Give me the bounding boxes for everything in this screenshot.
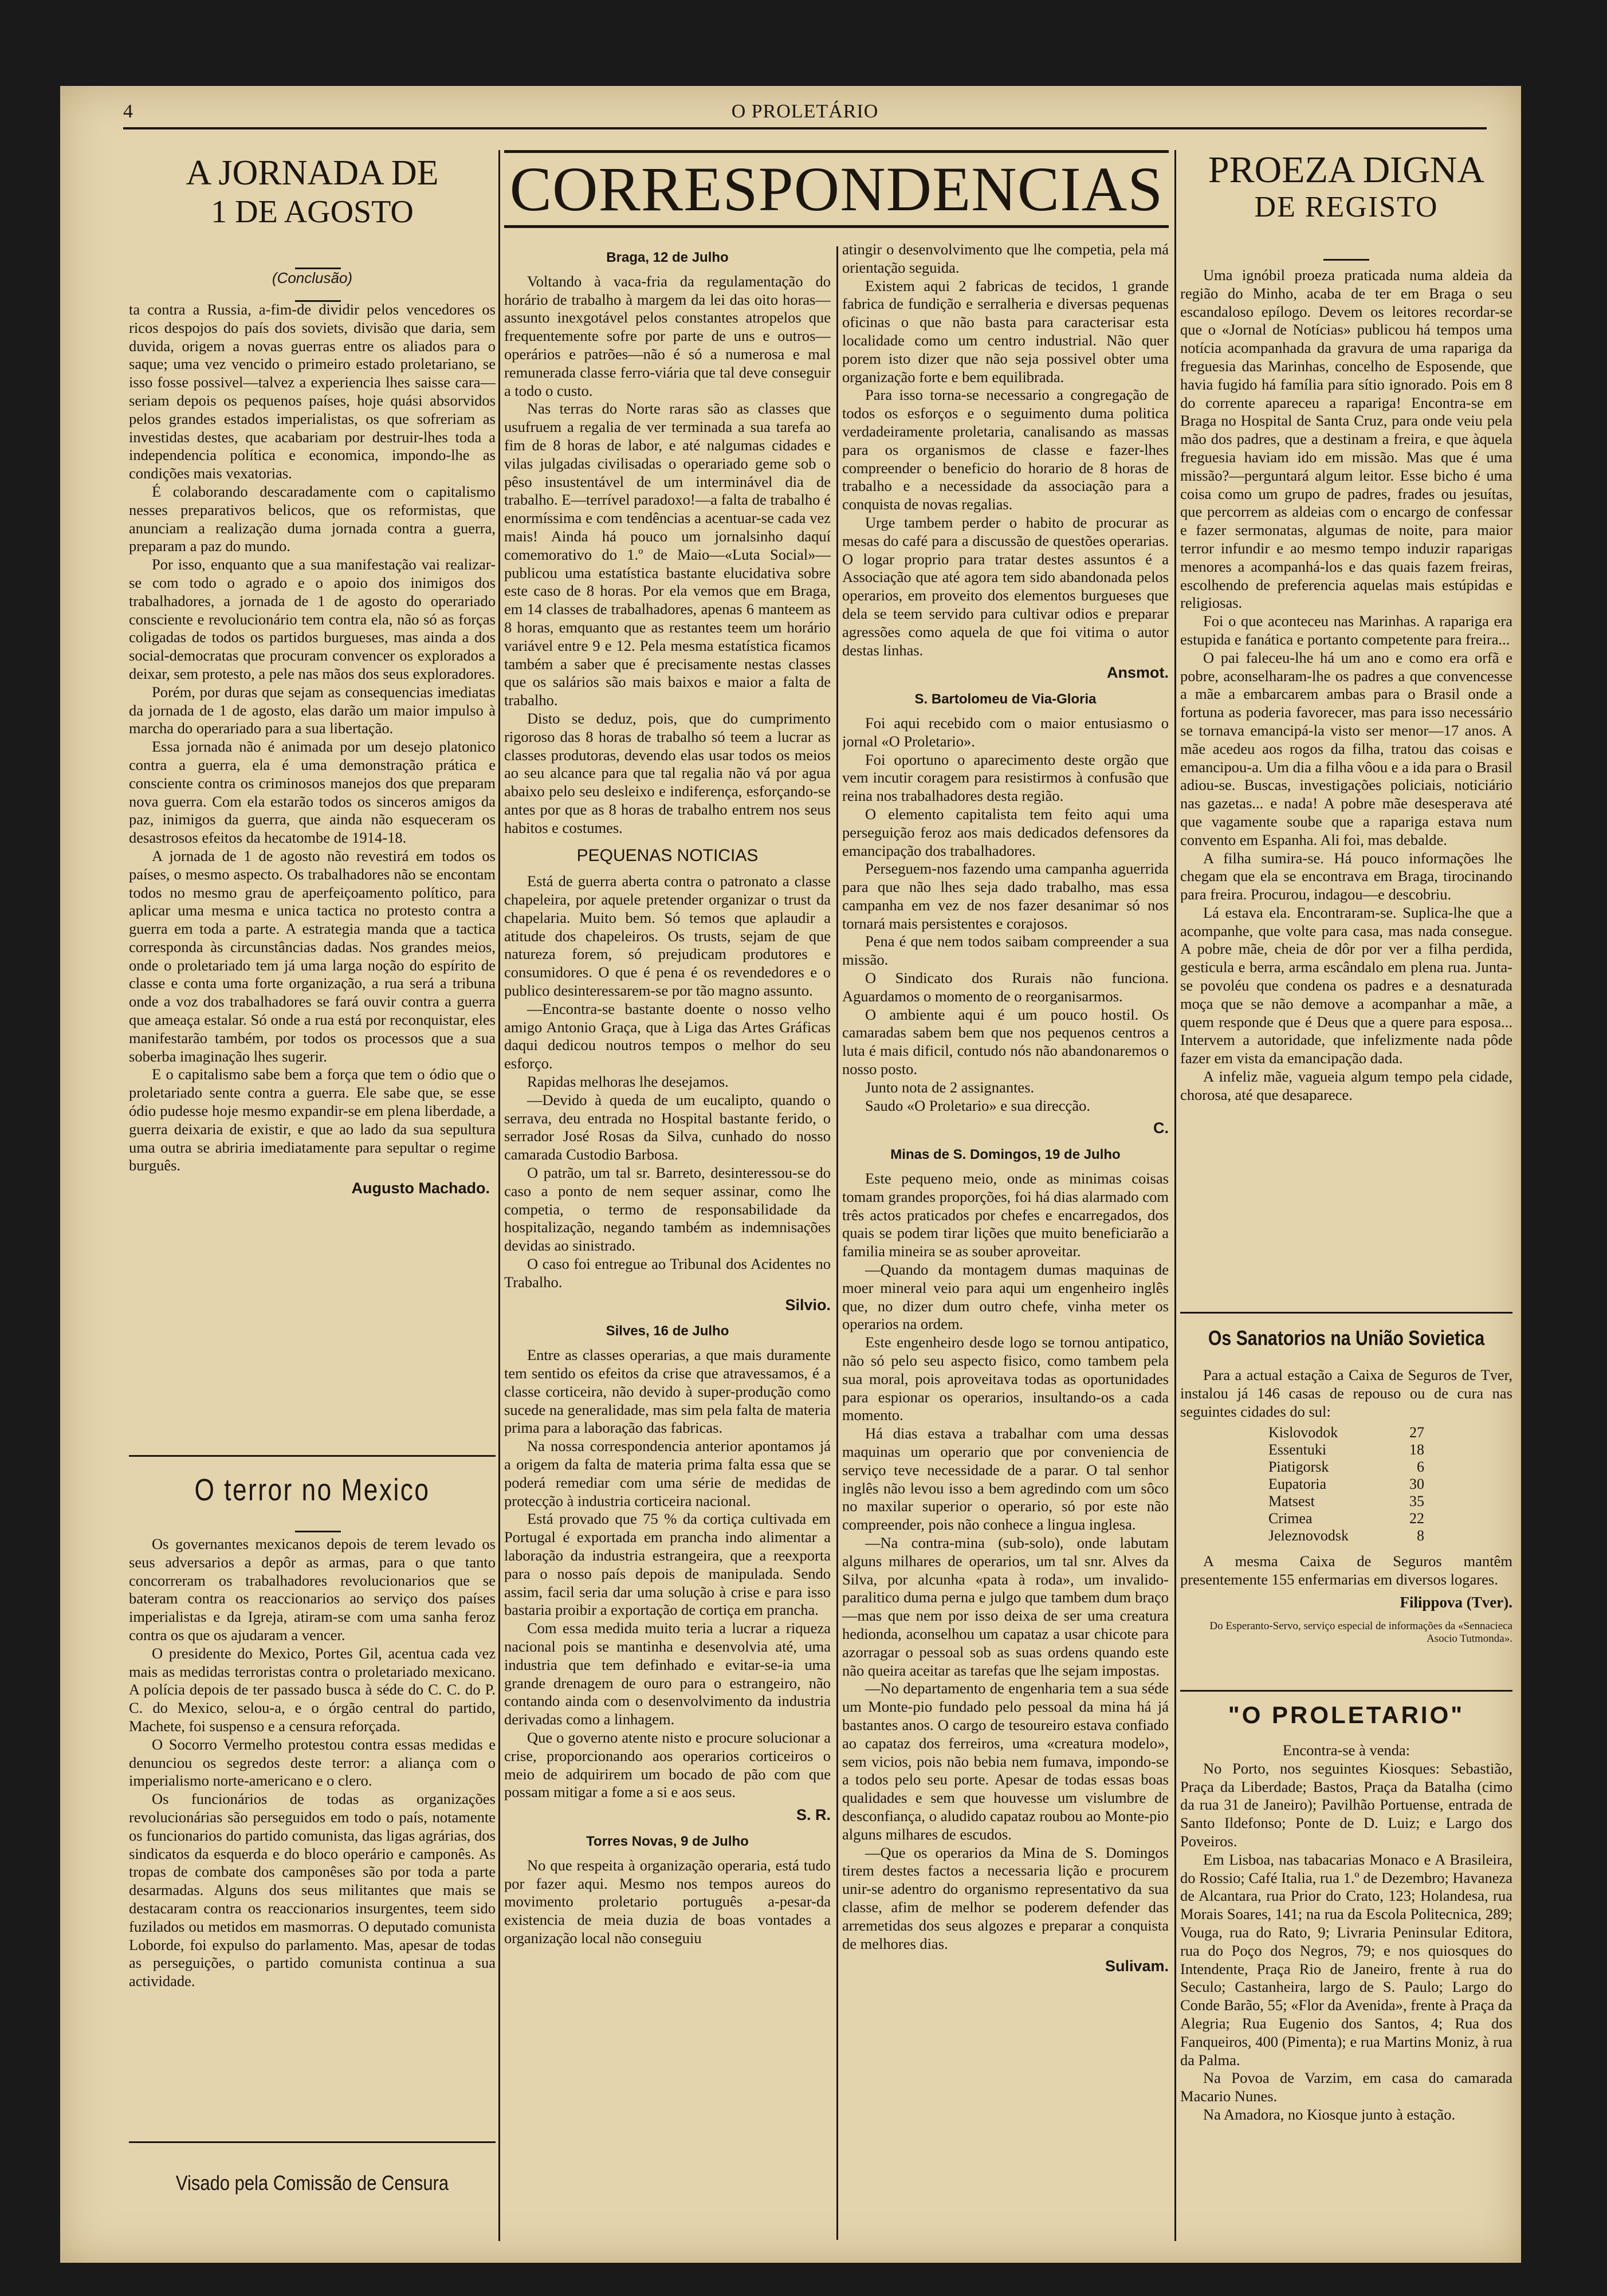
paragraph: —Quando da montagem dumas maquinas de moer mineral veio para aqui um engenheiro inglês que, no dizer dum outro chefe, vinha meter os operarios na ordem. (842, 1261, 1169, 1333)
section-rule (129, 1455, 496, 1457)
column-rule (498, 150, 500, 2241)
venda-intro: Encontra-se à venda: (1282, 1741, 1410, 1759)
paragraph: O pai faleceu-lhe há um ano e como era orfã e pobre, aconselharam-lhe os padres a que convencesse a mãe a embarcarem ambas para o Brasil onde a fortuna as poderia favorecer, mas para isso necessário se tornava emancipá-la visto ser menor—17 anos. A mãe acedeu aos rogos da filha, tratou das coisas e emancipou-a. Um dia a filha vôou e a ida para o Brasil adiou-se. Buscas, investigações policiais, noticiário nas gazetas... e nada! A pobre mãe desesperava até que vagamente soube que a rapariga estava num convento em Espanha. Ali foi, mas debalde. (1180, 648, 1512, 848)
paragraph: Na Amadora, no Kiosque junto à estação. (1203, 2105, 1456, 2123)
paragraph: Junto nota de 2 assignantes. (865, 1078, 1035, 1096)
signature-sulivam: Sulivam. (1105, 1957, 1169, 1975)
paragraph: Pena é que nem todos saibam compreender a sua missão. (842, 933, 1169, 969)
mexico-title: O terror no Mexico (194, 1473, 430, 1507)
paragraph: O patrão, um tal sr. Barreto, desinteressou-se do caso a ponto de nem sequer assinar, como lhe competia, o termo de responsabilidade da hospitalização, negando também as indemnisações devidas ao sinistrado. (504, 1164, 831, 1255)
column-rule (1174, 150, 1176, 2241)
city-cell: Matsest (1268, 1493, 1315, 1510)
paragraph: Na Povoa de Varzim, em casa do camarada Macario Nunes. (1180, 2069, 1512, 2105)
table-row (1265, 1476, 1428, 1493)
column-rule (836, 246, 838, 2240)
paragraph: E o capitalismo sabe bem a força que tem o ódio que o proletariado sente contra a guerra. Ele sabe que, se esse ódio pudesse hoje mesmo expandir-se em plena liberdade, a guerra deixaria de existir, e que ao lado da sua sepultura uma outra se abriria imediatamente para sepultar o regime burguês. (129, 1066, 496, 1174)
paragraph: Há dias estava a trabalhar com uma dessas maquinas um operario que por conveniencia de serviço teve necessidade de a parar. O tal senhor inglês não levou isso a bem agredindo com um sôco no maxilar superior o operario, só por este não compreender, pois não conhece a lingua inglesa. (842, 1425, 1169, 1534)
count-cell: 8 (1417, 1527, 1425, 1544)
paragraph: Nas terras do Norte raras são as classes que usufruem a regalia de ver terminada a sua tarefa ao fim de 8 horas de labor, e até nalgumas cidades e vilas julgadas civilisadas o operariado geme sob o pêso insustentável de um interminável dia de trabalho. E—terrível paradoxo!—a falta de trabalho é enormíssima e com tendências a acentuar-se cada vez mais! Ainda há pouco um jornalsinho daquí comemorativo do 1.º de Maio—«Luta Social»—publicou uma estatística bastante elucidativa sobre este caso de 8 horas. Por ela vemos que em Braga, em 14 classes de trabalhadores, apenas 6 manteem as 8 horas, emquanto que as restantes teem um horário variável entre 9 e 12. Pela mesma estatística ficamos também a saber que é precisamente nestas classes que os salários são mais baixos e maior a falta de trabalho. (504, 400, 831, 709)
paragraph: O ambiente aqui é um pouco hostil. Os camaradas sabem bem que nos pequenos centros a luta é mais dificil, contudo nós não abandonaremos o nosso posto. (842, 1005, 1169, 1078)
paragraph: Em Lisboa, nas tabacarias Monaco e A Brasileira, do Rossio; Café Italia, rua 1.º de Dezembro; Havaneza de Alcantara, rua Prior do Crato, 123; Holandesa, rua Morais Soares, 141; na rua da Escola Politecnica, 289; Vouga, rua do Rato, 9; Livraria Peninsular Editora, rua do Poço dos Negros, 79; e nos quiosques do Intendente, Praça Rio de Janeiro, frente à rua do Seculo; Castanheira, largo de S. Paulo; Largo do Conde Barão, 55; «Flor da Avenida», frente à Praça da Alegria; Rua Eugenio dos Santos, 4; Rua dos Fanqueiros, 400 (Pimenta); e rua Martins Moniz, à rua da Palma. (1180, 1850, 1512, 2069)
paragraph: Existem aqui 2 fabricas de tecidos, 1 grande fabrica de fundição e serralheria e diversas pequenas oficinas o que não basta para caracterisar esta localidade como um centro industrial. Não quer porem isto dizer que não seja possivel obter uma organização forte e bem equilibrada. (842, 277, 1169, 386)
paragraph: No que respeita à organização operaria, está tudo por fazer aqui. Mesmo nos tempos aureos do movimento proletario português a-pesar-da existencia de meia duzia de boas vontades a organização local não conseguiu (504, 1856, 831, 1947)
paragraph: Essa jornada não é animada por um desejo platonico contra a guerra, ela é uma demonstração prática e consciente contra os criminosos manejos dos que preparam nova guerra. Com ela estarão todos os sinceros amigos da paz, inimigos da guerra, que ainda não esqueceram os desastrosos efeitos da hecatombe de 1914-18. (129, 738, 496, 847)
count-cell: 6 (1417, 1458, 1425, 1476)
jornada-title-line1: A JORNADA DE (186, 154, 439, 192)
table-row (1265, 1493, 1428, 1510)
paragraph: Foi aqui recebido com o maior entusiasmo o jornal «O Proletario». (842, 714, 1169, 750)
paragraph: Uma ignóbil proeza praticada numa aldeia da região do Minho, acaba de ter em Braga o seu escandaloso epílogo. Devem os leitores recordar-se que o «Jornal de Notícias» publicou há tempos uma notícia acompanhada da gravura de uma rapariga da freguesia das Marinhas, concelho de Esposende, que havia fugido há família para sítio ignorado. Pois em 8 do corrente apareceu a rapariga! Encontra-se em Braga no Hospital de Santa Cruz, para onde veiu pela mão dos padres, que a destinam a freira, e que àquela freguesia haviam ido em missão. Mas que é uma missão?—perguntará algum leitor. Esse bicho é uma coisa como um grupo de padres, frades ou jesuítas, que percorrem as aldeias com o encargo de confessar e fazer sermonatas, algumas de noite, para maior terror infundir e ao mesmo tempo induzir raparigas menores a acompanhá-los e das quais fazem freiras, escolhendo de preferencia aquelas mais estúpidas e religiosas. (1180, 266, 1512, 612)
paragraph: —Que os operarios da Mina de S. Domingos tirem destes factos a necessaria lição e procurem unir-se adentro do organismo representativo da sua classe, afim de melhor se poderem defender das arremetidas dos seus algozes e preparar a conquista de melhores dias. (842, 1843, 1169, 1952)
city-cell: Essentuki (1268, 1441, 1327, 1458)
count-cell: 35 (1409, 1493, 1425, 1510)
paragraph: Saudo «O Proletario» e sua direcção. (865, 1096, 1090, 1114)
jornada-body (129, 301, 496, 1446)
venda-title: "O PROLETARIO" (1228, 1701, 1465, 1728)
page-header (123, 96, 1487, 128)
signature-ansmot: Ansmot. (1107, 664, 1169, 682)
table-row (1265, 1458, 1428, 1476)
paragraph: —No departamento de engenharia tem a sua séde um Monte-pio fundado pelo pessoal da mina há já bastantes anos. O cargo de tesoureiro estava confiado ao capataz dos ferreiros, uma «creatura modelo», sem vicios, pois não bebia nem fumava, impondo-se a todos pelo seu porte. Apesar de todas essas boas qualidades e sem que houvesse um vislumbre de desconfiança, o aludido capataz roubou ao Monte-pio alguns milhares de escudos. (842, 1680, 1169, 1843)
paragraph: A infeliz mãe, vagueia algum tempo pela cidade, chorosa, até que desaparece. (1180, 1068, 1512, 1103)
header-rule (123, 127, 1487, 129)
paragraph: atingir o desenvolvimento que lhe competia, pela má orientação seguida. (842, 241, 1169, 276)
city-cell: Piatigorsk (1268, 1458, 1329, 1476)
paragraph: A mesma Caixa de Seguros mantêm presentemente 155 enfermarias em diversos logares. (1180, 1552, 1512, 1589)
count-cell: 22 (1409, 1510, 1425, 1527)
city-cell: Eupatoria (1268, 1476, 1327, 1493)
conclusao-label: (Conclusão) (272, 269, 353, 286)
paragraph: —Na contra-mina (sub-solo), onde labutam alguns milhares de operarios, um tal snr. Alves da Silva, por alcunha «pata à roda», um invalido-paralitico duma perna e julgo que tambem dum braço—mas que nem por isso deixa de ser uma creatura hedionda, aconselhou um capataz a usar chicote para azorragar o pessoal sob as suas ordens quando este não queira aceitar as tarefas que lhe sejam impostas. (842, 1534, 1169, 1679)
count-cell: 18 (1409, 1441, 1425, 1458)
paragraph: Que o governo atente nisto e procure solucionar a crise, proporcionando aos operarios corticeiros o meio de adquirirem um bocado de pão com que possam mitigar a fome a si e aos seus. (504, 1728, 831, 1801)
dateline-braga: Braga, 12 de Julho (606, 250, 729, 265)
proeza-title-line2: DE REGISTO (1254, 191, 1439, 224)
correspondencias-column-2 (842, 241, 1169, 2246)
jornada-title-line2: 1 DE AGOSTO (211, 194, 414, 230)
sanatorios-table (1265, 1424, 1428, 1544)
table-row (1265, 1424, 1428, 1441)
count-cell: 30 (1409, 1476, 1425, 1493)
newspaper-name: O PROLETÁRIO (731, 101, 879, 122)
correspondencias-column-1 (504, 241, 831, 2246)
paragraph: Este pequeno meio, onde as minimas coisas tomam grandes proporções, foi há dias alarmado com três actos praticados por chefes e encarregados, dos quais se podem tirar lições que muito beneficiarão a familia mineira se as souber aproveitar. (842, 1170, 1169, 1260)
dateline-bartolomeu: S. Bartolomeu de Via-Gloria (914, 691, 1097, 707)
sanatorios-body (1180, 1366, 1512, 1687)
paragraph: Os governantes mexicanos depois de terem levado os seus adversarios a depôr as armas, para o que tanto concorreram os trabalhadores revolucionarios que se bateram contra os reaccionarios ao serviço dos países imperialistas e da Igreja, atiram-se com uma sanha feroz contra os que os ajudaram a vencer. (129, 1535, 496, 1644)
signature-c: C. (1153, 1119, 1169, 1137)
paragraph: Urge tambem perder o habito de procurar as mesas do café para a discussão de questões operarias. O logar proprio para tratar destes assuntos é a Associação que até agora tem sido abandonada pelos operarios, em proveito dos elementos burgueses que dela se teem servido para cultivar odios e preparar agressões como aquela de que foi vitima o autor destas linhas. (842, 513, 1169, 659)
paragraph: Este engenheiro desde logo se tornou antipatico, não só pelo seu aspecto fisico, como tambem pela sua moral, pois aproveitava todas as oportunidades para espionar os operarios, insultando-os a cada momento. (842, 1334, 1169, 1424)
source-note: Do Esperanto-Servo, serviço especial de informações da «Sennacieca Asocio Tutmonda». (1209, 1619, 1512, 1645)
dateline-silves: Silves, 16 de Julho (606, 1323, 729, 1339)
author-signature: Augusto Machado. (351, 1180, 490, 1197)
censorship-notice: Visado pela Comissão de Censura (175, 2171, 449, 2195)
table-row (1265, 1527, 1428, 1544)
proeza-body (1180, 266, 1512, 1298)
paragraph: Está provado que 75 % da cortiça cultivada em Portugal é exportada em prancha indo alimentar a laboração da industria estrangeira, que a reexporta para o nosso país depois de manipulada. Sendo assim, facil seria dar uma solução à crise e para isso bastaria proibir a exportação de cortiça em prancha. (504, 1510, 831, 1619)
paragraph: O elemento capitalista tem feito aqui uma perseguição feroz aos mais dedicados defensores da emancipação dos trabalhadores. (842, 805, 1169, 859)
paragraph: Rapidas melhoras lhe desejamos. (527, 1073, 729, 1091)
jornada-title (129, 155, 496, 229)
city-cell: Kislovodok (1268, 1424, 1338, 1441)
section-rule (1180, 1312, 1512, 1314)
paragraph: Porém, por duras que sejam as consequencias imediatas da jornada de 1 de agosto, elas darão um maior impulso à marcha do operariado para a sua libertação. (129, 683, 496, 737)
proeza-title (1180, 150, 1512, 223)
paragraph: Está de guerra aberta contra o patronato a classe chapeleira, por aquele pretender organizar o trust da chapelaria. Muito bem. Só temos que aplaudir a atitude dos chapeleiros. Os trusts, sejam de que natureza forem, só prejudicam produtores e consumidores. O que é pena é os revendedores e o publico desinteressarem-se por tão magno assunto. (504, 872, 831, 1000)
city-cell: Jeleznovodsk (1268, 1527, 1349, 1544)
paragraph: Na nossa correspondencia anterior apontamos já a origem da falta de materia prima falta essa que se poderá remediar com uma série de medidas de protecção à industria corticeira nacional. (504, 1437, 831, 1509)
paragraph: Por isso, enquanto que a sua manifestação vai realizar-se com todo o agrado e o apoio dos inimigos dos trabalhadores, a jornada de 1 de agosto do operariado consciente e revolucionário tem contra ela, não só as forças coligadas de todos os partidos burgueses, mas ainda a dos social-democratas que procuram convencer os explorados a deixar, sem protesto, a pele nas mãos dos seus exploradores. (129, 556, 496, 682)
paragraph: Entre as classes operarias, a que mais duramente tem sentido os efeitos da crise que atravessamos, é a classe corticeira, não devido à super-produção como sucede na generalidade, mas sim pela falta de materia prima para a laboração das fabricas. (504, 1346, 831, 1437)
paragraph: Para a actual estação a Caixa de Seguros de Tver, instalou já 146 casas de repouso ou de cura nas seguintes cidades do sul: (1180, 1366, 1512, 1420)
count-cell: 27 (1409, 1424, 1425, 1441)
paragraph: No Porto, nos seguintes Kiosques: Sebastião, Praça da Liberdade; Bastos, Praça da Batalha (cimo da rua 31 de Janeiro); Pavilhão Portuense, entrada de Santo Ildefonso; Ponte de D. Luiz; e Largo dos Poveiros. (1180, 1759, 1512, 1850)
section-rule (1180, 1690, 1512, 1692)
correspondencias-title: CORRESPONDENCIAS (504, 150, 1169, 228)
sanatorios-title: Os Sanatorios na União Sovietica (1208, 1326, 1485, 1350)
paragraph: Com essa medida muito teria a lucrar a riqueza nacional pois se mantinha e desenvolvia até, uma industria que tem definhado e evitar-se-ia uma grande drenagem de ouro para o estrangeiro, não contando ainda com o desenvolvimento da industria derivadas como a linhagem. (504, 1619, 831, 1728)
paragraph: Os funcionários de todas as organizações revolucionárias são perseguidos em todo o país, notamente os funcionarios do partido comunista, das ligas agrárias, dos sindicatos da esquerda e do bloco operário e camponês. As tropas de combate dos camponêses são por toda a parte desarmadas. Alguns dos seus militantes que mais se destacaram contra os reaccionarios insurgentes, teem sido fuzilados ou metidos em masmorras. O deputado comunista Loborde, foi expulso do parlamento. Mas, apesar de todas as perseguições, o partido comunista continua a sua actividade. (129, 1790, 496, 1990)
paragraph: Lá estava ela. Encontraram-se. Suplica-lhe que a acompanhe, que volte para casa, mas nada consegue. A pobre mãe, cheia de dôr por ver a filha perdida, gesticula e berra, arma escândalo em plena rua. Junta-se povoléu que condena os padres e a desnaturada moça que se não demove a acompanhar a mãe, a quem responde que é Deus que a quere para esposa... Intervem a autoridade, que infelizmente nada pôde fazer em vista da emancipação dada. (1180, 903, 1512, 1067)
dateline-torres-novas: Torres Novas, 9 de Julho (586, 1833, 749, 1849)
paragraph: A jornada de 1 de agosto não revestirá em todos os países, o mesmo aspecto. Os trabalhadores não se encontam todos no mesmo grau de aperfeiçoamento político, para aplicar uma mesma e unica tactica no protesto contra a guerra em toda a parte. A estrategia manda que a tactica corresponda às circunstâncias dadas. Nos grandes meios, onde o proletariado tem já uma larga noção do espírito de classe e conta uma forte organização, a rua será a tribuna onde a voz dos trabalhadores se fará ouvir contra a guerra que ameaça estalar. Só onde a rua está por reconquistar, eles manifestarão também, por todos os processos que a sua soberba imaginação lhes sugerir. (129, 847, 496, 1065)
city-cell: Crimea (1268, 1510, 1313, 1527)
paragraph: Foi oportuno o aparecimento deste orgão que vem incutir coragem para resistirmos à confusão que reina nos trabalhadores desta região. (842, 750, 1169, 805)
paragraph: Voltando à vaca-fria da regulamentação do horário de trabalho à margem da lei das oito horas—assunto inexgotável pelos constantes atropelos que frequentemente sofre por parte de uns e outros—operários e patrões—não é só a numerosa e mal remunerada classe ferro-viária que tal deve conseguir a todo o custo. (504, 272, 831, 399)
signature-filippova: Filippova (Tver). (1400, 1593, 1512, 1611)
paragraph: O Socorro Vermelho protestou contra essas medidas e denunciou os segredos deste terror: a aliança com o imperialismo norte-americano e o clero. (129, 1735, 496, 1790)
table-row (1265, 1441, 1428, 1458)
signature-sr: S. R. (796, 1806, 831, 1824)
paragraph: Perseguem-nos fazendo uma campanha aguerrida para que não lhes seja dado trabalho, mas essa campanha em vez de nos fazer desanimar só nos tornará mais persistentes e corajosos. (842, 860, 1169, 932)
paragraph: O presidente do Mexico, Portes Gil, acentua cada vez mais as medidas terroristas contra o proletariado mexicano. A polícia depois de ter passado busca à séde do C. C. do P. C. do Mexico, selou-a, e o órgão central do partido, Machete, foi suspenso e a censura reforçada. (129, 1644, 496, 1735)
paragraph: Foi o que aconteceu nas Marinhas. A rapariga era estupida e fanática e portanto competente para freira... (1180, 612, 1512, 648)
paragraph: O caso foi entregue ao Tribunal dos Acidentes no Trabalho. (504, 1255, 831, 1291)
paragraph: —Devido à queda de um eucalipto, quando o serrava, deu entrada no Hospital bastante ferido, o serrador José Rosas da Silva, cunhado do nosso camarada Custodio Barbosa. (504, 1091, 831, 1163)
signature-silvio: Silvio. (785, 1296, 831, 1314)
paragraph: ta contra a Russia, a-fim-de dividir pelos vencedores os ricos despojos do país dos soviets, divisão que daria, sem duvida, origem a novas guerras entre os aliados para o saque; uma vez vencido o primeiro estado proletariano, se isso fosse possivel—talvez a experiencia lhes saisse cara—seriam depois os pequenos países, hoje quási absorvidos pelos grandes estados imperialistas, os que sofreriam as investidas destes, que acabariam por destruir-lhes toda a independencia política e economica, impondo-lhe as condições mais vexatorias. (129, 301, 496, 482)
mexico-body (129, 1535, 496, 2137)
section-rule (129, 2141, 496, 2143)
venda-body (1180, 1741, 1512, 2234)
paragraph: —Encontra-se bastante doente o nosso velho amigo Antonio Graça, que à Liga das Artes Gráficas daqui dedicou noutros tempos o melhor do seu esforço. (504, 1000, 831, 1072)
paragraph: A filha sumira-se. Há pouco informações lhe chegam que ela se encontrava em Braga, tirocinando para freira. Procurou, indagou—e descobriu. (1180, 849, 1512, 903)
table-row (1265, 1510, 1428, 1527)
paragraph: É colaborando descaradamente com o capitalismo nesses preparativos belicos, que os reformistas, que anunciam a realização duma jornada contra a guerra, preparam a paz do mundo. (129, 482, 496, 555)
page-number: 4 (123, 101, 133, 122)
divider (295, 1531, 341, 1532)
dateline-minas: Minas de S. Domingos, 19 de Julho (890, 1147, 1121, 1163)
paragraph: Para isso torna-se necessario a congregação de todos os esforços e o seguimento duma politica verdadeiramente proletaria, canalisando as massas para os organismos de classe e fazer-lhes compreender o beneficio do horario de 8 horas de trabalho e a necessidade da associação para a conquista de novas regalias. (842, 386, 1169, 513)
proeza-title-line1: PROEZA DIGNA (1208, 149, 1485, 191)
pequenas-noticias-heading: PEQUENAS NOTICIAS (576, 846, 759, 865)
paragraph: Disto se deduz, pois, que do cumprimento rigoroso das 8 horas de trabalho só teem a lucrar as classes produtoras, devendo elas usar todos os meios ao seu alcance para que tal regalia não vá por agua abaixo pelo seu desleixo e indiferença, esforçando-se antes por que as 8 horas de trabalho entrem nos seus habitos e costumes. (504, 709, 831, 836)
divider (1323, 259, 1369, 261)
paragraph: O Sindicato dos Rurais não funciona. Aguardamos o momento de o reorganisarmos. (842, 969, 1169, 1005)
